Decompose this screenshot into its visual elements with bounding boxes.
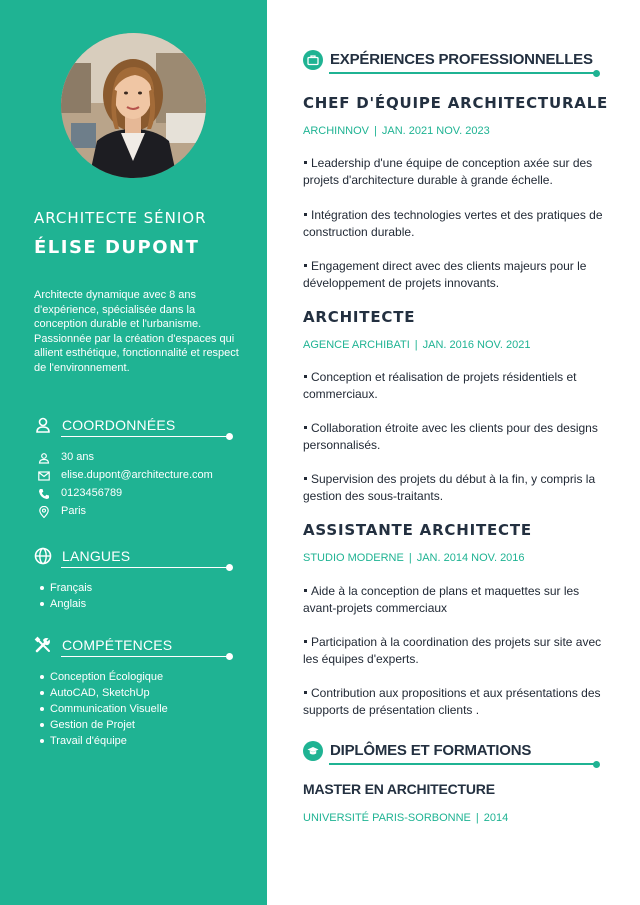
divider (61, 567, 231, 568)
job-bullet: Aide à la conception de plans et maquettes sur les avant-projets commerciaux (303, 584, 580, 615)
graduation-cap-icon-badge (303, 741, 323, 761)
list-item: Travail d'équipe (40, 733, 168, 749)
divider (329, 72, 597, 74)
job-bullet: Contribution aux propositions et aux présentations des supports de présentation clients . (303, 686, 601, 717)
job-company: AGENCE ARCHIBATI (303, 339, 410, 351)
briefcase-icon (307, 54, 319, 66)
list-item: Conception Écologique (40, 669, 168, 685)
divider (329, 763, 597, 765)
skills-section-header (34, 635, 234, 657)
languages-heading: LANGUES (62, 548, 131, 564)
profile-summary: Architecte dynamique avec 8 ans d'expérience, spécialisée dans la conception durable et l'urbanisme. Passionnée par la création d'espaces qui allient esthétique, fonctionnalité et respect de l'environnement. (34, 289, 239, 374)
city-text: Paris (61, 505, 87, 517)
user-icon (38, 452, 50, 464)
job-dates: JAN. 2021 NOV. 2023 (381, 125, 490, 137)
job-bullet: Collaboration étroite avec les clients pour des designs personnalisés. (303, 421, 598, 452)
age-text: 30 ans (61, 451, 95, 463)
tools-icon (34, 636, 52, 654)
graduation-cap-icon (307, 745, 319, 757)
contact-heading: COORDONNÉES (62, 417, 176, 433)
degree-title: MASTER EN ARCHITECTURE (303, 781, 495, 797)
job-bullet: Participation à la coordination des projets sur site avec les équipes d'experts. (303, 635, 602, 666)
job-bullet: Intégration des technologies vertes et des pratiques de construction durable. (303, 208, 603, 239)
sidebar (0, 0, 267, 905)
languages-section-header (34, 546, 234, 568)
divider (61, 656, 231, 657)
experience-heading: EXPÉRIENCES PROFESSIONNELLES (330, 51, 593, 68)
list-item: Gestion de Projet (40, 717, 168, 733)
degree-year: 2014 (483, 812, 509, 824)
divider-dot (593, 70, 600, 77)
globe-icon (34, 547, 52, 565)
full-name: ÉLISE DUPONT (34, 237, 200, 258)
job-dates: JAN. 2014 NOV. 2016 (416, 552, 525, 564)
job-role: ARCHITECTE SÉNIOR (34, 209, 207, 227)
profile-photo (61, 33, 206, 178)
list-item: AutoCAD, SketchUp (40, 685, 168, 701)
degree-meta: UNIVERSITÉ PARIS-SORBONNE | 2014 (303, 812, 509, 824)
job-title: ASSISTANTE ARCHITECTE (303, 521, 532, 539)
job-bullet: Leadership d'une équipe de conception axée sur des projets d'architecture durable à grande échelle. (303, 156, 593, 187)
divider-dot (226, 653, 233, 660)
list-item: Français (40, 580, 92, 596)
user-icon (34, 416, 52, 434)
job-bullet: Supervision des projets du début à la fin, y compris la gestion des sous-traitants. (303, 472, 596, 503)
divider-dot (593, 761, 600, 768)
school-name: UNIVERSITÉ PARIS-SORBONNE (303, 812, 471, 824)
list-item: Communication Visuelle (40, 701, 168, 717)
education-heading: DIPLÔMES ET FORMATIONS (330, 742, 532, 759)
job-bullet: Engagement direct avec des clients majeurs pour le développement de projets innovants. (303, 259, 587, 290)
job-company: ARCHINNOV (303, 125, 370, 137)
mail-icon (38, 470, 50, 482)
skills-list (40, 669, 168, 749)
skills-heading: COMPÉTENCES (62, 637, 173, 653)
job-dates: JAN. 2016 NOV. 2021 (422, 339, 531, 351)
job-title: ARCHITECTE (303, 308, 416, 326)
phone-link[interactable]: 0123456789 (61, 487, 123, 499)
job-company: STUDIO MODERNE (303, 552, 404, 564)
job-meta: STUDIO MODERNE | JAN. 2014 NOV. 2016 (303, 552, 525, 564)
phone-icon (38, 488, 50, 500)
job-title: CHEF D'ÉQUIPE ARCHITECTURALE (303, 94, 609, 112)
divider (61, 436, 231, 437)
languages-list (40, 580, 92, 612)
list-item: Anglais (40, 596, 92, 612)
divider-dot (226, 564, 233, 571)
location-pin-icon (38, 506, 50, 518)
job-bullet: Conception et réalisation de projets résidentiels et commerciaux. (303, 370, 577, 401)
contact-section-header (34, 415, 234, 437)
job-meta: AGENCE ARCHIBATI | JAN. 2016 NOV. 2021 (303, 339, 531, 351)
divider-dot (226, 433, 233, 440)
job-meta: ARCHINNOV | JAN. 2021 NOV. 2023 (303, 125, 490, 137)
briefcase-icon-badge (303, 50, 323, 70)
email-link[interactable]: elise.dupont@architecture.com (61, 469, 213, 481)
